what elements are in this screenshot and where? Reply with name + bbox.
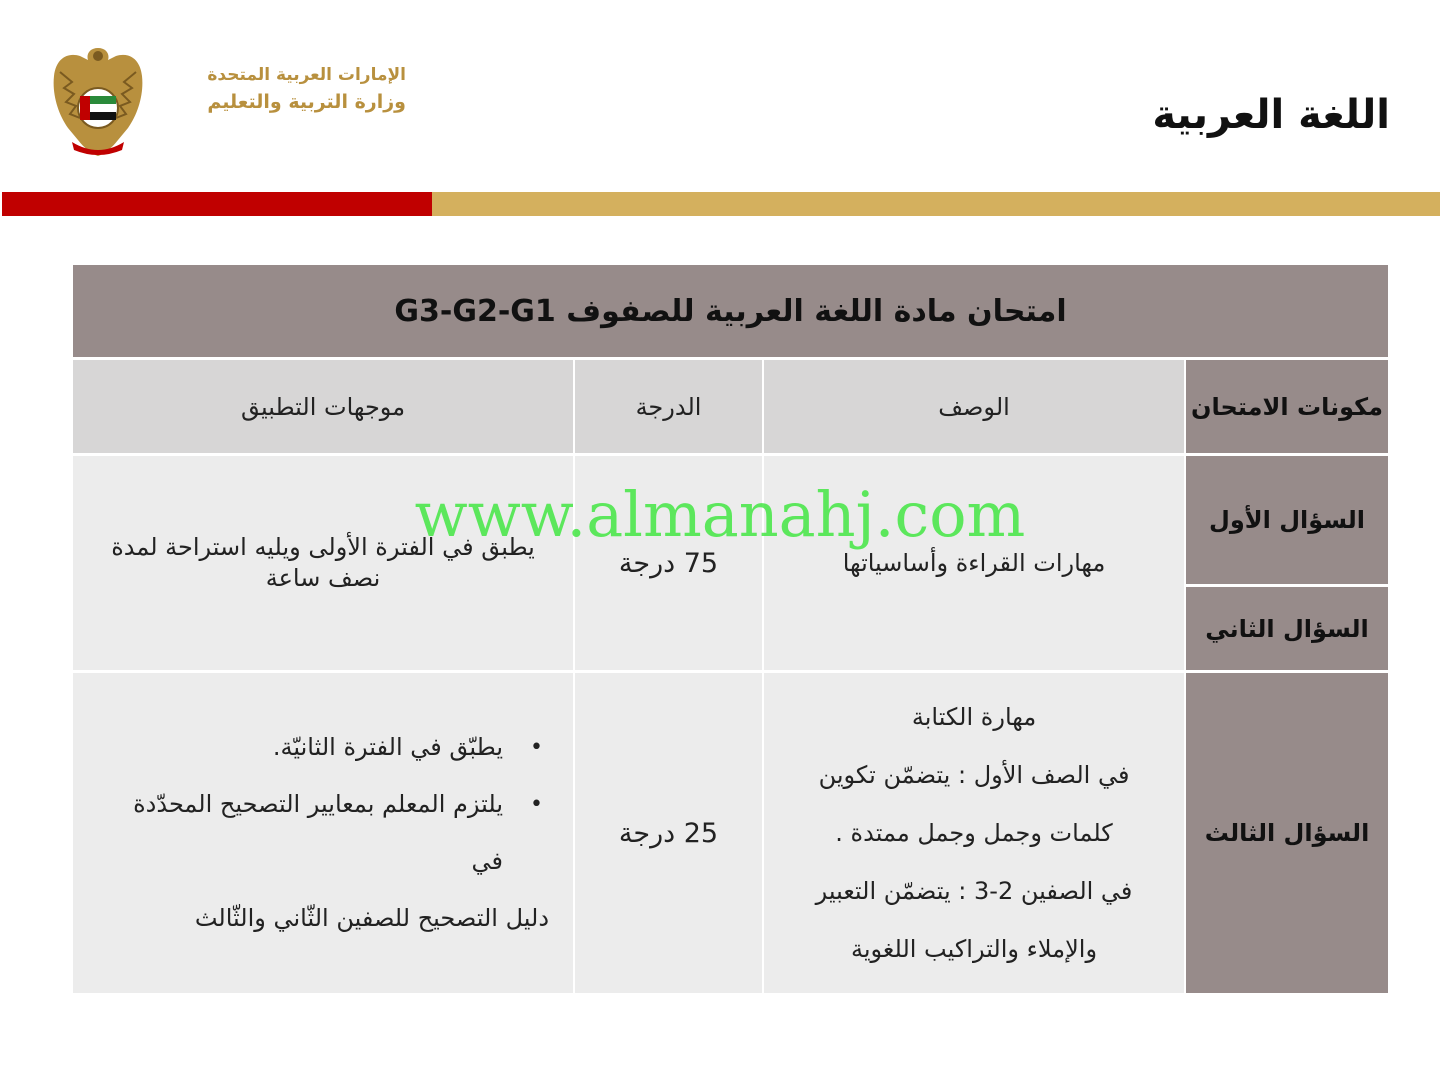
list-item (103, 776, 549, 890)
section1-guideline-line1: يطبق في الفترة الأولى ويليه استراحة لمدة (111, 533, 535, 561)
watermark-text: www.almanahj.com (414, 478, 1026, 551)
exam-table (73, 265, 1388, 993)
list-item (103, 719, 549, 776)
section1-guidelines (73, 456, 573, 670)
header-components: مكونات الامتحان (1186, 360, 1388, 453)
section2-description (764, 673, 1184, 993)
gold-divider-bar (432, 192, 1440, 216)
header-description: الوصف (764, 360, 1184, 453)
section2-bullet2-line2: دليل التصحيح للصفين الثّاني والثّالث (194, 904, 549, 932)
section2-desc-line2: في الصف الأول : يتضمّن تكوين (818, 761, 1130, 789)
section2-bullet1: يطبّق في الفترة الثانيّة. (272, 733, 503, 761)
section2-grade: 25 درجة (575, 673, 762, 993)
red-divider-bar (2, 192, 432, 216)
section2-desc-line4: في الصفين 2-3 : يتضمّن التعبير (815, 877, 1133, 905)
section2-desc-line1: مهارة الكتابة (911, 703, 1037, 731)
row-q1: السؤال الأول (1186, 456, 1388, 584)
section1-description: مهارات القراءة وأساسياتها (764, 456, 1184, 670)
row-q3: السؤال الثالث (1186, 673, 1388, 993)
header-grade: الدرجة (575, 360, 762, 453)
subject-title: اللغة العربية (1152, 92, 1390, 138)
ministry-country: الإمارات العربية المتحدة (207, 65, 406, 85)
table-title: امتحان مادة اللغة العربية للصفوف G3-G2-G1 (73, 265, 1388, 357)
section2-desc-line3: كلمات وجمل وجمل ممتدة . (835, 819, 1113, 847)
section1-grade: 75 درجة (575, 456, 762, 670)
section1-guideline-line2: نصف ساعة (265, 564, 381, 592)
uae-falcon-emblem-icon (50, 42, 146, 158)
section2-desc-line5: والإملاء والتراكيب اللغوية (850, 935, 1098, 963)
row-q2: السؤال الثاني (1186, 587, 1388, 670)
page-header (0, 0, 1440, 190)
section2-guidelines (73, 673, 573, 993)
section2-guideline-list (103, 719, 549, 890)
header-guidelines: موجهات التطبيق (73, 360, 573, 453)
ministry-name (158, 62, 406, 116)
section2-bullet2-line1: يلتزم المعلم بمعايير التصحيح المحدّدة في (133, 790, 503, 875)
ministry-title: وزارة التربية والتعليم (207, 91, 406, 113)
